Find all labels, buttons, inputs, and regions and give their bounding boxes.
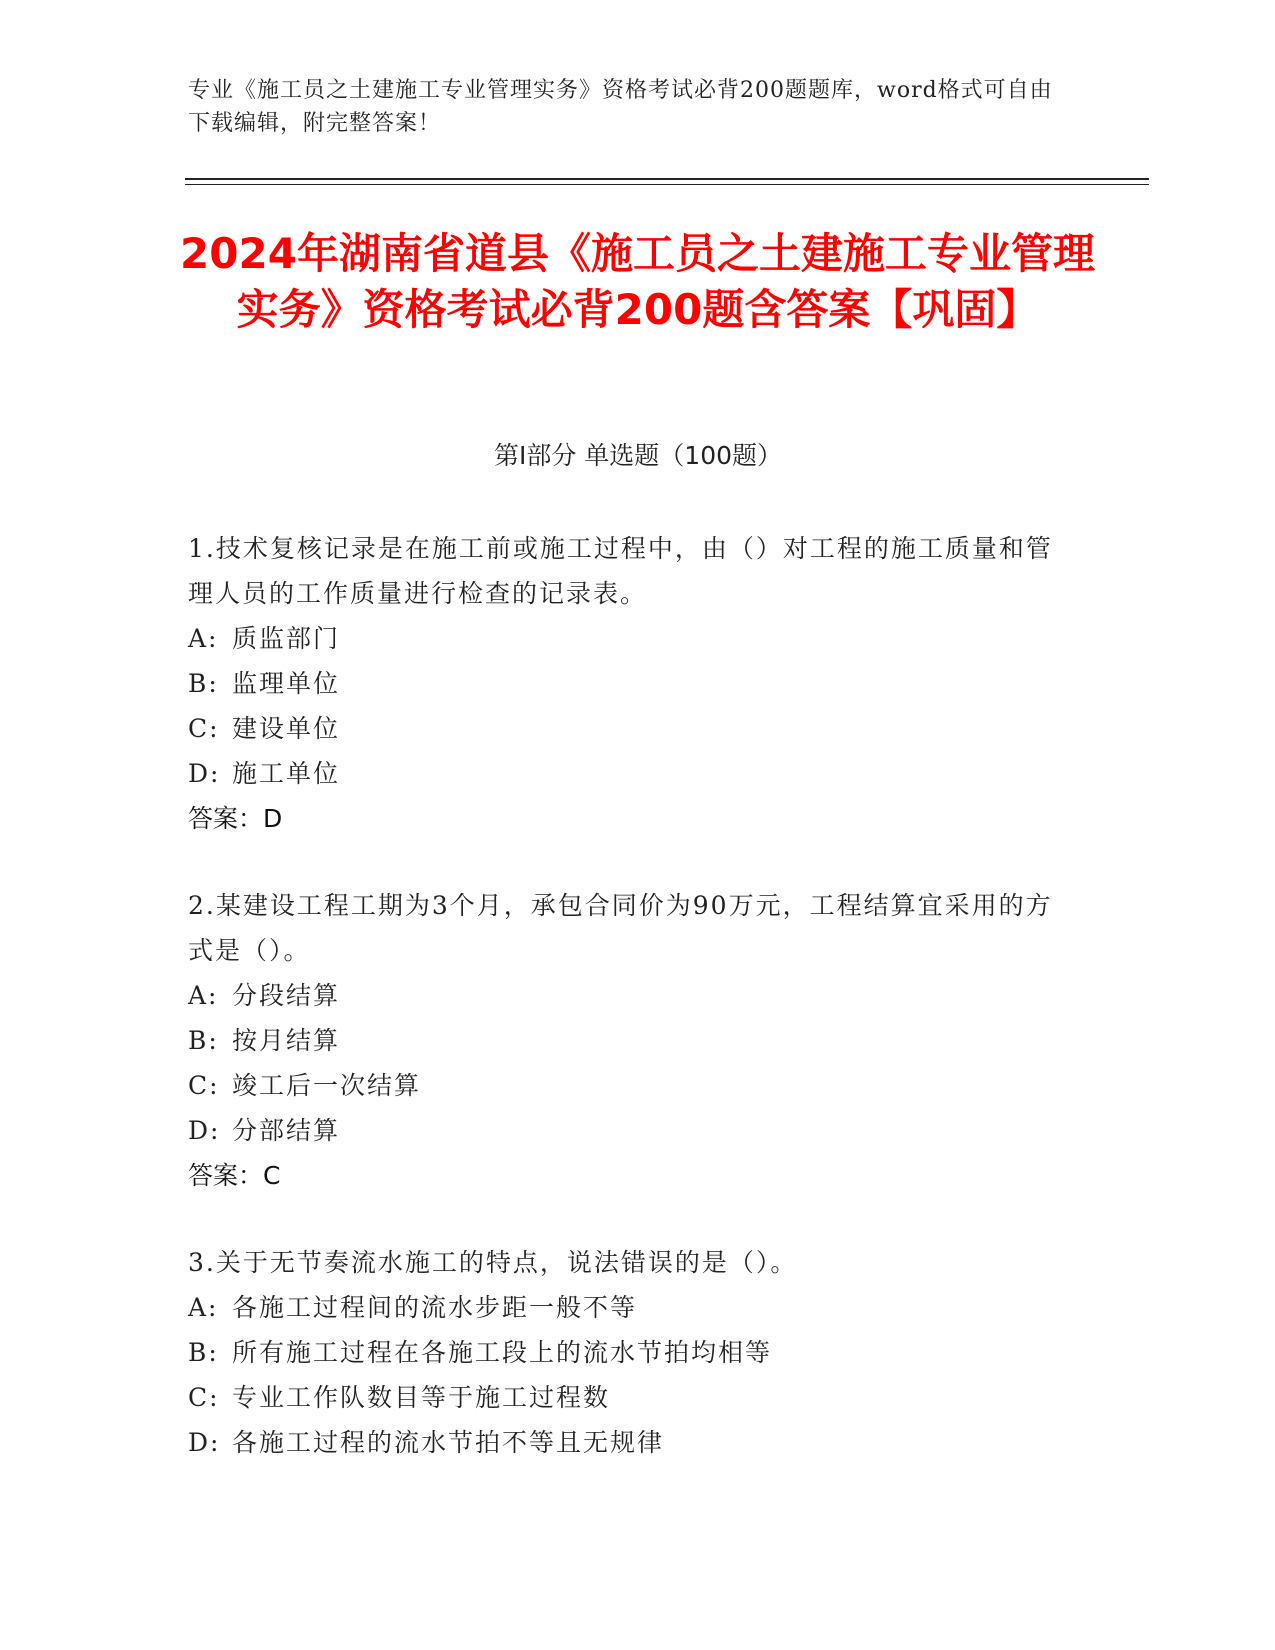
question-stem: 2.某建设工程工期为3个月，承包合同价为90万元，工程结算宜采用的方式是（）。 <box>188 891 1053 965</box>
header-note: 专业《施工员之土建施工专业管理实务》资格考试必背200题题库，word格式可自由下载编辑，附完整答案！ <box>188 78 1053 136</box>
option-key: A: <box>188 1293 219 1322</box>
option-key: C: <box>188 714 220 743</box>
option-key: C: <box>188 1383 220 1412</box>
option-c <box>188 1375 1068 1420</box>
option-text: 各施工过程的流水节拍不等且无规律 <box>232 1428 665 1457</box>
option-text: 质监部门 <box>232 624 341 653</box>
option-a <box>188 973 1068 1018</box>
question-2 <box>188 883 1068 1198</box>
header-rule-thin <box>185 184 1149 185</box>
option-key: B: <box>188 669 219 698</box>
option-a <box>188 616 1068 661</box>
option-text: 分部结算 <box>232 1116 341 1145</box>
option-text: 分段结算 <box>232 981 341 1010</box>
option-text: 所有施工过程在各施工段上的流水节拍均相等 <box>232 1338 773 1367</box>
option-d <box>188 751 1068 796</box>
question-stem: 3.关于无节奏流水施工的特点，说法错误的是（）。 <box>188 1248 798 1277</box>
option-text: 各施工过程间的流水步距一般不等 <box>232 1293 638 1322</box>
option-text: 施工单位 <box>232 759 341 788</box>
option-key: A: <box>188 624 219 653</box>
option-text: 监理单位 <box>232 669 341 698</box>
option-d <box>188 1420 1068 1465</box>
option-text: 按月结算 <box>232 1026 341 1055</box>
answer: 答案：D <box>188 804 283 833</box>
option-key: D: <box>188 1116 221 1145</box>
question-3 <box>188 1240 1068 1465</box>
option-text: 建设单位 <box>232 714 341 743</box>
option-a <box>188 1285 1068 1330</box>
option-c <box>188 706 1068 751</box>
header-rule-thick <box>185 178 1149 180</box>
option-c <box>188 1063 1068 1108</box>
option-b <box>188 661 1068 706</box>
option-key: D: <box>188 759 221 788</box>
option-key: D: <box>188 1428 221 1457</box>
question-list <box>188 526 1068 1507</box>
option-key: B: <box>188 1026 219 1055</box>
option-b <box>188 1330 1068 1375</box>
question-1 <box>188 526 1068 841</box>
option-text: 竣工后一次结算 <box>232 1071 422 1100</box>
question-stem: 1.技术复核记录是在施工前或施工过程中，由（）对工程的施工质量和管理人员的工作质量进行检查的记录表。 <box>188 534 1053 608</box>
option-b <box>188 1018 1068 1063</box>
option-d <box>188 1108 1068 1153</box>
option-key: B: <box>188 1338 219 1367</box>
document-title: 2024年湖南省道县《施工员之土建施工专业管理实务》资格考试必背200题含答案【巩固】 <box>180 229 1095 334</box>
option-key: A: <box>188 981 219 1010</box>
option-text: 专业工作队数目等于施工过程数 <box>232 1383 611 1412</box>
option-key: C: <box>188 1071 220 1100</box>
answer: 答案：C <box>188 1161 281 1190</box>
section-title: 第I部分 单选题（100题） <box>493 441 783 470</box>
